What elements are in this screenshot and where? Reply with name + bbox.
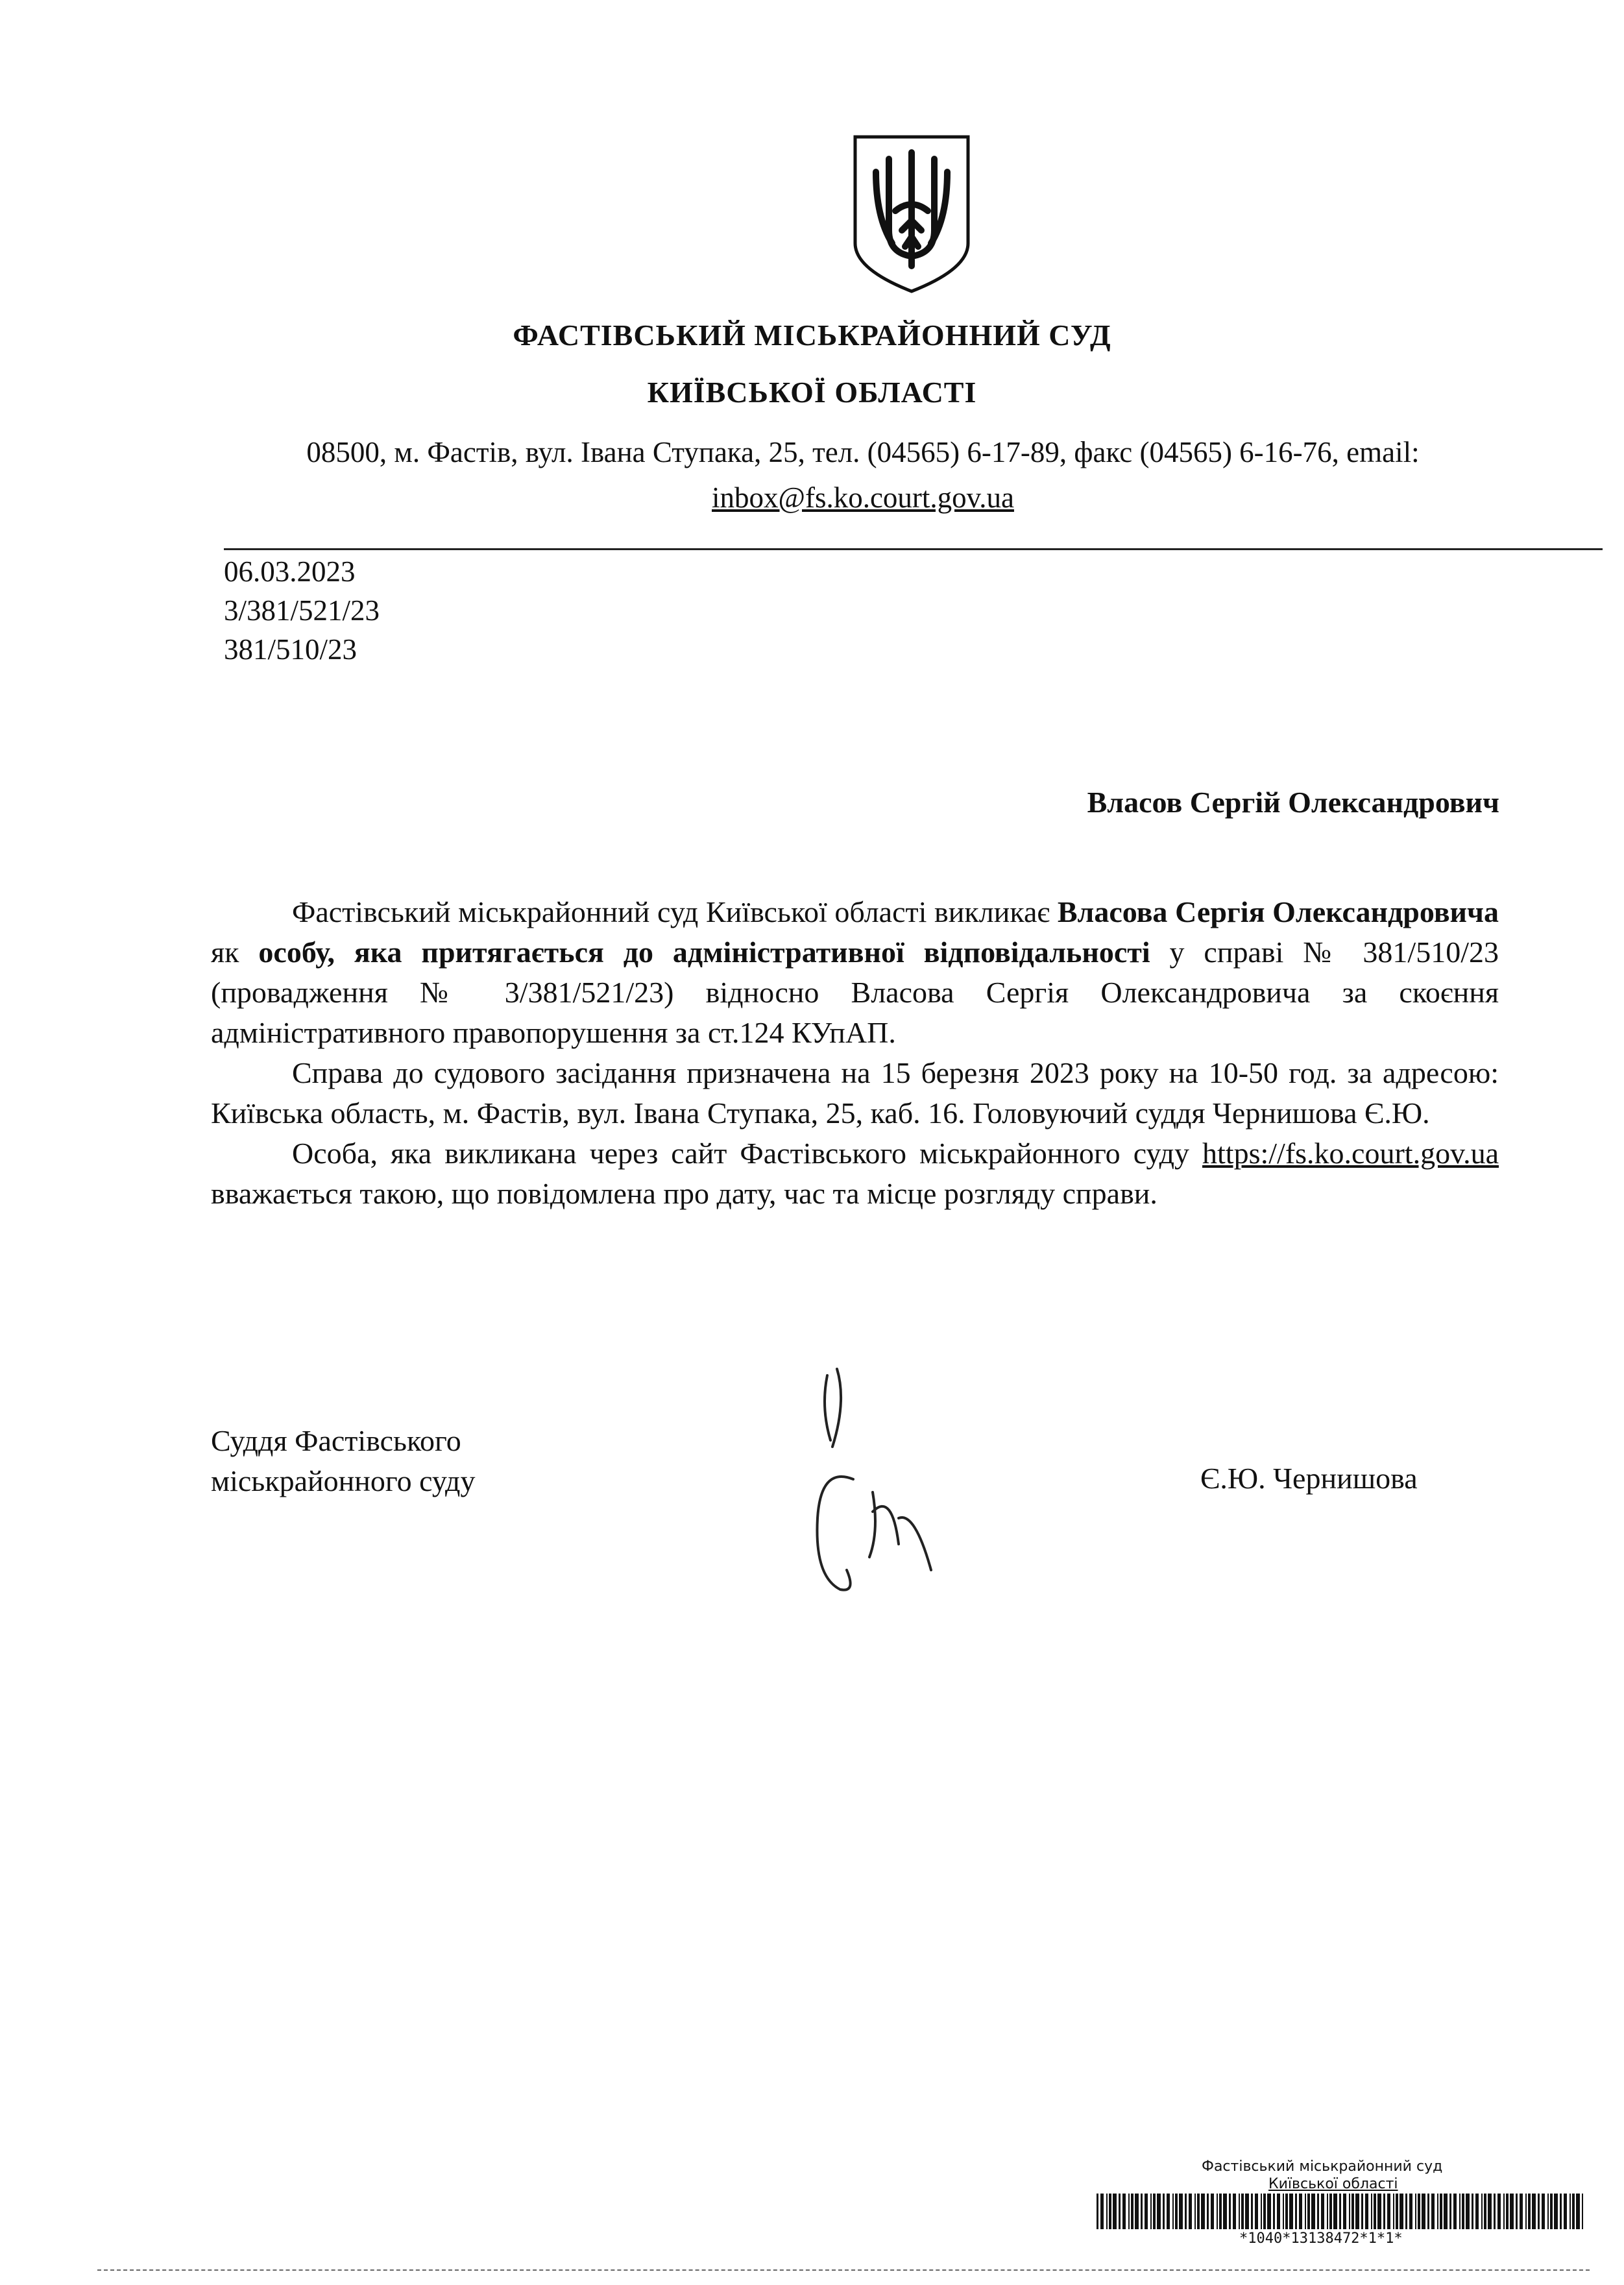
footer-divider (97, 2269, 1590, 2271)
handwritten-signature (801, 1362, 951, 1609)
stamp-court-name: Фастівський міськрайонний суд (1202, 2158, 1443, 2175)
body-paragraph-2: Справа до судового засідання призначена на 15 березня 2023 року на 10-50 год. за адресою: Київська область, м. Фастів, вул. Івана Ступака, 25, каб. 16. Головуючий суддя Чернишова Є.Ю. (211, 1056, 1499, 1130)
email-link[interactable]: inbox@fs.ko.court.gov.ua (712, 481, 1014, 514)
coat-of-arms-icon (850, 133, 973, 295)
court-name: ФАСТІВСЬКИЙ МІСЬКРАЙОННИЙ СУД (513, 319, 1111, 352)
header-divider (224, 548, 1603, 550)
signer-title-line2: міськрайонного суду (211, 1464, 476, 1497)
court-website-link[interactable]: https://fs.ko.court.gov.ua (1202, 1137, 1499, 1170)
barcode (1097, 2194, 1583, 2229)
address-text: 08500, м. Фастів, вул. Івана Ступака, 25, тел. (04565) 6-17-89, факс (04565) 6-16-76, email: (306, 436, 1420, 468)
barcode-text: *1040*13138472*1*1* (1239, 2231, 1403, 2247)
signer-title-line1: Суддя Фастівського (211, 1424, 461, 1457)
stamp-court-region: Київської області (1268, 2176, 1398, 2192)
letter-body (211, 892, 1499, 1214)
body-paragraph-3: Особа, яка викликана через сайт Фастівського міськрайонного суду https://fs.ko.court.gov.ua вважається такою, що повідомлена про дату, час та місце розгляду справи. (211, 1137, 1499, 1210)
judge-name: Є.Ю. Чернишова (1200, 1462, 1418, 1495)
court-region: КИЇВСЬКОЇ ОБЛАСТІ (647, 376, 977, 409)
court-address (195, 429, 1531, 520)
addressee: Власов Сергій Олександрович (1087, 786, 1499, 819)
body-paragraph-1: Фастівський міськрайонний суд Київської області викликає Власова Сергія Олександровича як особу, яка притягається до адміністративної відповідальності у справі № 381/510/23 (провадження № 3/381/521/23) відносно Власова Сергія Олександровича за скоєння адміністративного правопорушення за ст.124 КУпАП. (211, 895, 1499, 1049)
proceeding-number: 3/381/521/23 (224, 594, 380, 627)
case-number: 381/510/23 (224, 633, 358, 666)
letter-date: 06.03.2023 (224, 555, 356, 588)
